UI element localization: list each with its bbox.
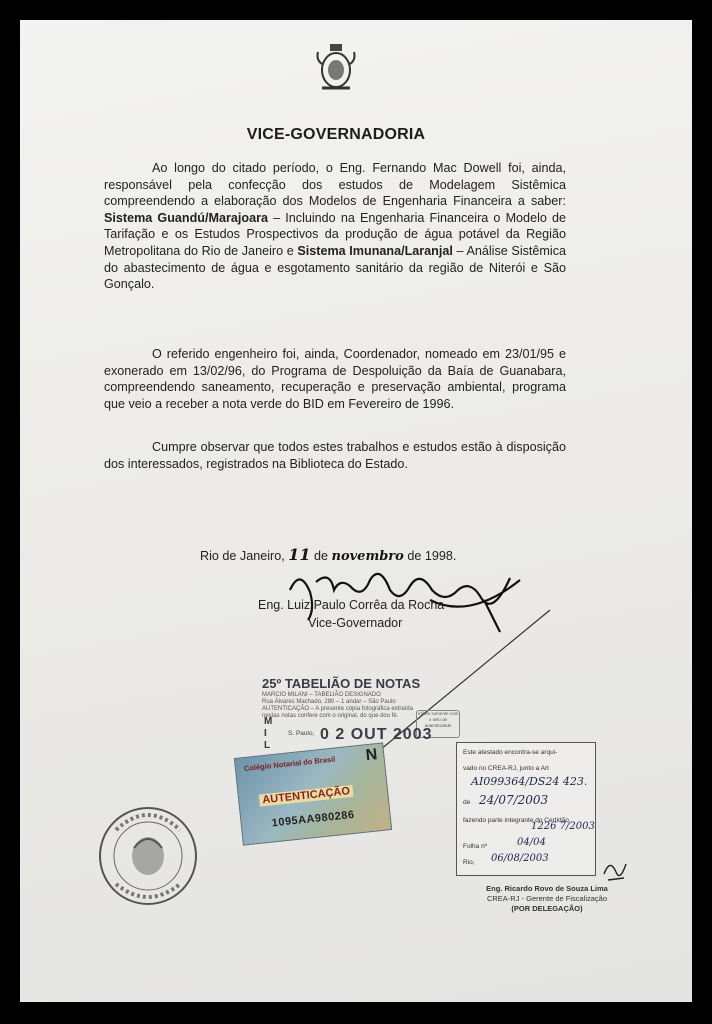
city-prefix: S. Paulo, bbox=[288, 730, 315, 737]
crea-line: vado no CREA-RJ, junto a Art bbox=[463, 765, 549, 772]
paragraph-availability bbox=[104, 439, 566, 472]
certidao-number: 1226 7/2003 bbox=[531, 821, 595, 832]
signer-name: Eng. Luiz Paulo Corrêa da Rocha bbox=[258, 598, 445, 612]
letter: I bbox=[264, 728, 267, 739]
initials-scribble bbox=[600, 852, 630, 886]
stamp-date: 0 2 OUT 2003 bbox=[320, 726, 433, 743]
notary-line: AUTENTICAÇÃO – A presente cópia fotográfica extraída bbox=[262, 706, 414, 712]
notary-line: MARCIO MILANI – TABELIÃO DESIGNADO bbox=[262, 692, 381, 698]
crea-line: fazendo parte integrante do Certidão bbox=[463, 817, 569, 824]
paragraph-text: Cumpre observar que todos estes trabalhos e estudos estão à disposição dos interessados, registrados na Biblioteca do Estado. bbox=[104, 440, 566, 471]
notary-line: nestas notas confere com o original, do que dou fé. bbox=[262, 713, 399, 719]
date-de: de bbox=[313, 549, 328, 563]
crea-line: Este atestado encontra-se arqui- bbox=[463, 749, 558, 756]
bold-system-name: Sistema Imunana/Laranjal bbox=[297, 243, 453, 258]
crea-line: Rio, bbox=[463, 859, 475, 866]
folha-number: 04/04 bbox=[517, 837, 546, 848]
paragraph-text: – Incluindo na Engenharia Financeira o Modelo de Tarifação e os Estudos Prospectivos da produção de água potável da Região Metropolitana do Rio de Janeiro e bbox=[104, 210, 567, 258]
year-text: de 1998. bbox=[407, 549, 457, 563]
paragraph-text: Ao longo do citado período, o Eng. Fernando Mac Dowell foi, ainda, responsável pela confecção dos estudos de Modelagem Sistêmica compreendendo a elaboração dos Modelos de Engenharia Financeira a saber: bbox=[104, 161, 566, 209]
crea-line: de bbox=[463, 799, 471, 806]
paragraph-coordinator bbox=[104, 346, 566, 412]
engineer-stamp bbox=[462, 884, 632, 914]
signer-title: Vice-Governador bbox=[308, 616, 403, 630]
paragraph-text: – Análise Sistêmica do abastecimento de água e esgotamento sanitário da região de Niterói e São Gonçalo. bbox=[104, 243, 567, 292]
coat-of-arms-icon bbox=[312, 40, 360, 100]
art-number: AI099364/DS24 423. bbox=[471, 775, 588, 788]
authentication-sticker bbox=[234, 742, 392, 845]
sticker-letter: N bbox=[364, 746, 379, 765]
crea-line: Folha nº bbox=[463, 843, 488, 850]
crea-registration-box bbox=[456, 742, 596, 876]
page-title: VICE-GOVERNADORIA bbox=[246, 126, 426, 143]
letter: M bbox=[264, 716, 273, 727]
sticker-label: AUTENTICAÇÃO bbox=[259, 785, 354, 807]
engineer-role: CREA-RJ - Gerente de Fiscalização bbox=[486, 894, 608, 903]
validity-box: Válido somente com o selo de autenticidade bbox=[416, 710, 460, 738]
handwritten-date: 06/08/2003 bbox=[491, 853, 549, 864]
paragraph-studies bbox=[104, 160, 566, 293]
handwritten-day: 11 bbox=[288, 545, 311, 564]
engineer-name: Eng. Ricardo Rovo de Souza Lima bbox=[486, 884, 608, 893]
engineer-delegation: (POR DELEGAÇÃO) bbox=[511, 904, 583, 913]
official-round-seal-icon bbox=[96, 800, 200, 912]
bold-system-name: Sistema Guandú/Marajoara bbox=[104, 210, 269, 225]
handwritten-date: 24/07/2003 bbox=[479, 793, 549, 807]
mil-letters bbox=[264, 716, 272, 752]
letter: L bbox=[264, 740, 271, 751]
place-prefix: Rio de Janeiro, bbox=[200, 549, 285, 563]
sticker-number: 1095AA980286 bbox=[271, 808, 356, 830]
notary-line: Rua Álvares Machado, 280 – 1 andar – São Paulo bbox=[262, 699, 396, 705]
sticker-title: Colégio Notarial do Brasil bbox=[243, 754, 336, 774]
notary-title: 25º TABELIÃO DE NOTAS bbox=[262, 676, 421, 691]
handwritten-month: novembro bbox=[331, 549, 404, 564]
paragraph-text: O referido engenheiro foi, ainda, Coordenador, nomeado em 23/01/95 e exonerado em 13/02/96, do Programa de Despoluição da Baía de Guanabara, compreendendo saneamento, recuperação e preservação ambiental, programa que veio a receber a nota verde do BID em Fevereiro de 1996. bbox=[104, 347, 566, 411]
